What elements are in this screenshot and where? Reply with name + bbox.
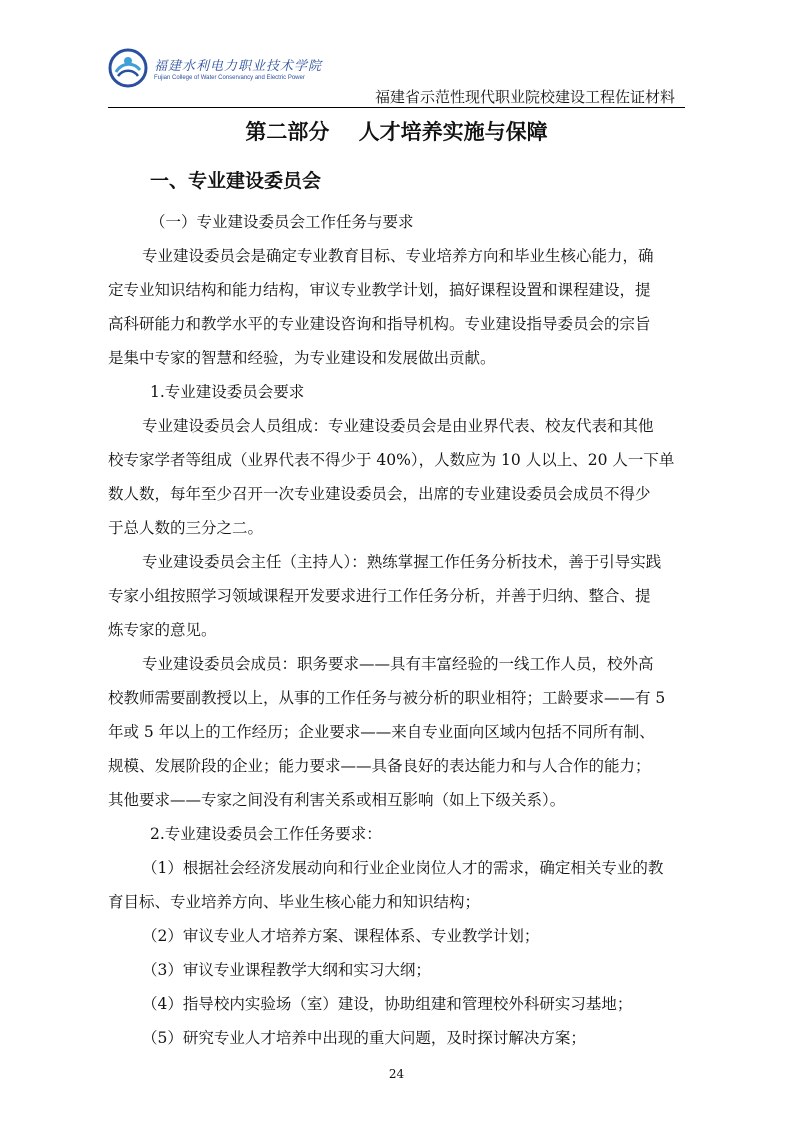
list-item: （3）审议专业课程教学大纲和实习大纲； xyxy=(142,961,431,979)
section-heading: 一、专业建设委员会 xyxy=(150,170,322,192)
college-emblem-icon xyxy=(108,48,148,88)
list-item: （2）审议专业人才培养方案、课程体系、专业教学计划； xyxy=(142,927,540,945)
part-title: 第二部分 人才培养实施与保障 xyxy=(245,120,548,144)
college-logo xyxy=(108,48,322,88)
paragraph-line: 于总人数的三分之二。 xyxy=(108,519,264,537)
paragraph-line: 数人数，每年至少召开一次专业建设委员会，出席的专业建设委员会成员不得少 xyxy=(108,485,651,503)
numbered-heading: 1.专业建设委员会要求 xyxy=(150,383,305,401)
list-item: （4）指导校内实验场（室）建设，协助组建和管理校外科研实习基地； xyxy=(142,995,633,1013)
paragraph-line: 年或 5 年以上的工作经历；企业要求——来自专业面向区域内包括不同所有制、 xyxy=(108,723,655,741)
paragraph-line: 校教师需要副教授以上，从事的工作任务与被分析的职业相符；工龄要求——有 5 xyxy=(108,689,666,707)
paragraph-line: 专家小组按照学习领域课程开发要求进行工作任务分析，并善于归纳、整合、提 xyxy=(108,587,651,605)
page-number: 24 xyxy=(388,1067,405,1081)
logo-english-name: Fujian College of Water Conservancy and Electric Power xyxy=(154,75,305,81)
header-divider xyxy=(108,107,685,108)
paragraph-line: 高科研能力和教学水平的专业建设咨询和指导机构。专业建设指导委员会的宗旨 xyxy=(108,315,651,333)
list-item: （1）根据社会经济发展动向和行业企业岗位人才的需求，确定相关专业的教 xyxy=(142,859,664,877)
numbered-heading: 2.专业建设委员会工作任务要求： xyxy=(150,825,382,843)
subsection-heading: （一）专业建设委员会工作任务与要求 xyxy=(150,213,414,231)
paragraph-line: 定专业知识结构和能力结构，审议专业教学计划，搞好课程设置和课程建设，提 xyxy=(108,281,651,299)
paragraph-line: 炼专家的意见。 xyxy=(108,621,217,639)
list-item: （5）研究专业人才培养中出现的重大问题，及时探讨解决方案； xyxy=(142,1029,586,1047)
paragraph-line: 校专家学者等组成（业界代表不得少于 40%），人数应为 10 人以上、20 人一下单 xyxy=(108,451,675,469)
paragraph-line: 专业建设委员会是确定专业教育目标、专业培养方向和毕业生核心能力，确 xyxy=(142,247,654,265)
list-item-continuation: 育目标、专业培养方向、毕业生核心能力和知识结构； xyxy=(108,893,481,911)
paragraph-line: 专业建设委员会成员：职务要求——具有丰富经验的一线工作人员，校外高 xyxy=(142,655,654,673)
paragraph-line: 其他要求——专家之间没有利害关系或相互影响（如上下级关系）。 xyxy=(108,791,566,809)
logo-chinese-name: 福建水利电力职业技术学院 xyxy=(154,59,323,74)
paragraph-line: 是集中专家的智慧和经验，为专业建设和发展做出贡献。 xyxy=(108,349,496,367)
paragraph-line: 专业建设委员会主任（主持人）：熟练掌握工作任务分析技术，善于引导实践 xyxy=(142,553,662,571)
paragraph-line: 规模、发展阶段的企业；能力要求——具备良好的表达能力和与人合作的能力； xyxy=(108,757,651,775)
paragraph-line: 专业建设委员会人员组成：专业建设委员会是由业界代表、校友代表和其他 xyxy=(142,417,654,435)
running-header: 福建省示范性现代职业院校建设工程佐证材料 xyxy=(374,88,675,106)
